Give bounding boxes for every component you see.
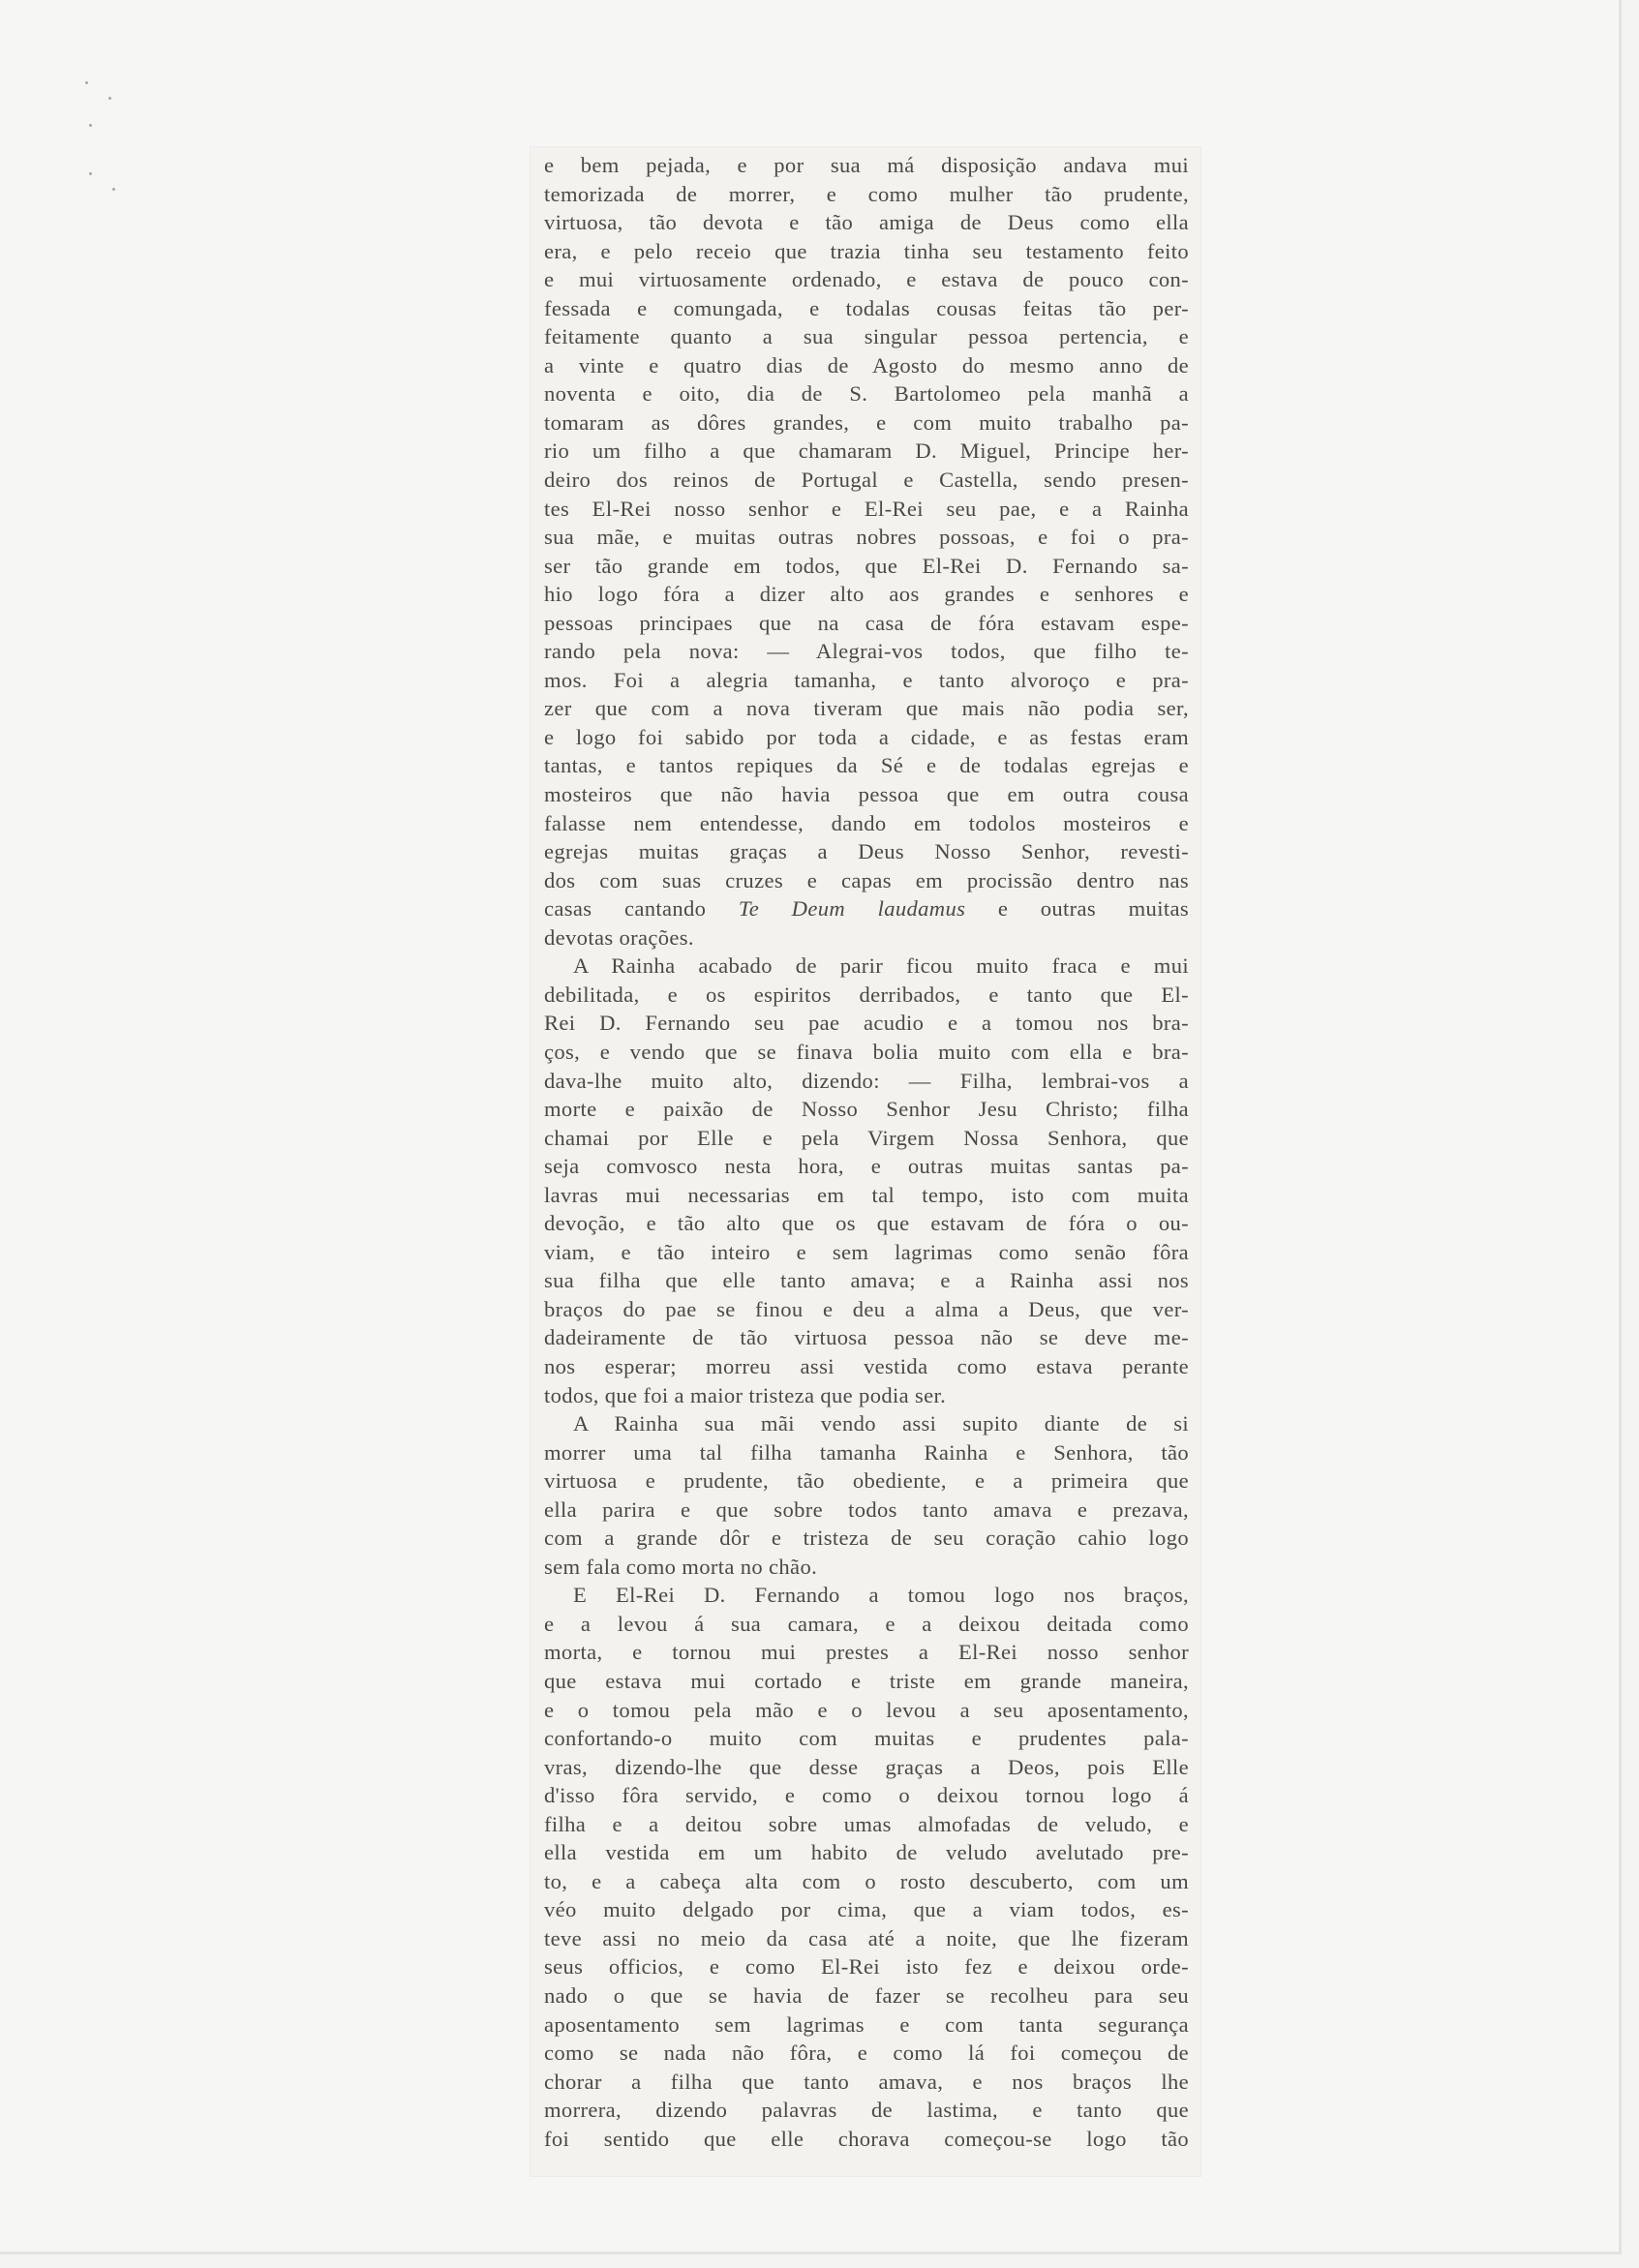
text-line: noventa e oito, dia de S. Bartolomeo pela manhã a: [544, 381, 1189, 407]
text-line: viam, e tão inteiro e sem lagrimas como senão fôra: [544, 1239, 1189, 1264]
text-line: nado o que se havia de fazer se recolheu para seu: [544, 1983, 1189, 2008]
text-line: véo muito delgado por cima, que a viam todos, es-: [544, 1897, 1189, 1922]
text-line: chorar a filha que tanto amava, e nos braços lhe: [544, 2069, 1189, 2094]
scan-speck: [89, 172, 92, 175]
text-line: aposentamento sem lagrimas e com tanta segurança: [544, 2011, 1189, 2037]
text-line: filha e a deitou sobre umas almofadas de veludo, e: [544, 1811, 1189, 1836]
text-line: ser tão grande em todos, que El-Rei D. Fernando sa-: [544, 553, 1189, 578]
text-line: casas cantando Te Deum laudamus e outras muitas: [544, 896, 1189, 922]
text-line: rando pela nova: — Alegrai-vos todos, que filho te-: [544, 639, 1189, 664]
text-line: confortando-o muito com muitas e prudentes pala-: [544, 1726, 1189, 1751]
text-line: morrera, dizendo palavras de lastima, e tanto que: [544, 2098, 1189, 2123]
text-line: rio um filho a que chamaram D. Miguel, Principe her-: [544, 438, 1189, 464]
text-line: deiro dos reinos de Portugal e Castella, sendo presen-: [544, 468, 1189, 493]
text-line: braços do pae se finou e deu a alma a Deus, que ver-: [544, 1296, 1189, 1321]
text-line: era, e pelo receio que trazia tinha seu testamento feito: [544, 238, 1189, 263]
text-line: tantas, e tantos repiques da Sé e de todalas egrejas e: [544, 753, 1189, 778]
text-line: como se nada não fôra, e como lá foi começou de: [544, 2041, 1189, 2066]
text-line: nos esperar; morreu assi vestida como estava perante: [544, 1353, 1189, 1378]
text-line: morta, e tornou mui prestes a El-Rei nosso senhor: [544, 1640, 1189, 1665]
text-line: E El-Rei D. Fernando a tomou logo nos braços,: [573, 1583, 1189, 1608]
text-line: hio logo fóra a dizer alto aos grandes e senhores e: [544, 582, 1189, 607]
text-line: e a levou á sua camara, e a deixou deitada como: [544, 1611, 1189, 1636]
text-line: sem fala como morta no chão.: [544, 1554, 818, 1579]
text-line: teve assi no meio da casa até a noite, que lhe fizeram: [544, 1925, 1189, 1950]
scan-speck: [112, 188, 115, 191]
text-line: sua mãe, e muitas outras nobres possoas, e foi o pra-: [544, 525, 1189, 550]
newspaper-clipping: [531, 147, 1200, 2176]
scan-speck: [89, 124, 92, 127]
text-line: d'isso fôra servido, e como o deixou tornou logo á: [544, 1783, 1189, 1808]
text-line: com a grande dôr e tristeza de seu coração cahio logo: [544, 1526, 1189, 1551]
text-line: ços, e vendo que se finava bolia muito com ella e bra-: [544, 1039, 1189, 1064]
text-line: ella vestida em um habito de veludo avelutado pre-: [544, 1840, 1189, 1865]
text-line: devoção, e tão alto que os que estavam de fóra o ou-: [544, 1211, 1189, 1236]
text-line: ella parira e que sobre todos tanto amava e prezava,: [544, 1497, 1189, 1522]
latin-phrase: Te Deum laudamus: [738, 896, 966, 922]
text-line: chamai por Elle e pela Virgem Nossa Senhora, que: [544, 1125, 1189, 1150]
text-line: falasse nem entendesse, dando em todolos mosteiros e: [544, 810, 1189, 835]
text-line: Rei D. Fernando seu pae acudio e a tomou nos bra-: [544, 1011, 1189, 1036]
text-line: dadeiramente de tão virtuosa pessoa não se deve me-: [544, 1325, 1189, 1350]
text-line: e mui virtuosamente ordenado, e estava de pouco con-: [544, 267, 1189, 292]
text-line: tomaram as dôres grandes, e com muito trabalho pa-: [544, 409, 1189, 435]
text-line: dos com suas cruzes e capas em procissão dentro nas: [544, 867, 1189, 892]
text-line: seus officios, e como El-Rei isto fez e deixou orde-: [544, 1954, 1189, 1980]
text-line: mosteiros que não havia pessoa que em outra cousa: [544, 782, 1189, 807]
text-line: virtuosa e prudente, tão obediente, e a primeira que: [544, 1468, 1189, 1494]
text-line: foi sentido que elle chorava começou-se logo tão: [544, 2126, 1189, 2151]
text-line: todos, que foi a maior tristeza que podia ser.: [544, 1382, 947, 1407]
text-line: dava-lhe muito alto, dizendo: — Filha, lembrai-vos a: [544, 1068, 1189, 1093]
text-line: sua filha que elle tanto amava; e a Rainha assi nos: [544, 1268, 1189, 1293]
text-line: e o tomou pela mão e o levou a seu aposentamento,: [544, 1697, 1189, 1722]
text-line: to, e a cabeça alta com o rosto descuberto, com um: [544, 1868, 1189, 1893]
text-line: zer que com a nova tiveram que mais não podia ser,: [544, 696, 1189, 721]
text-line: feitamente quanto a sua singular pessoa pertencia, e: [544, 324, 1189, 349]
text-line: tes El-Rei nosso senhor e El-Rei seu pae, e a Rainha: [544, 496, 1189, 521]
text-line: lavras mui necessarias em tal tempo, isto com muita: [544, 1182, 1189, 1207]
text-line: A Rainha acabado de parir ficou muito fraca e mui: [573, 953, 1189, 979]
text-line: morrer uma tal filha tamanha Rainha e Senhora, tão: [544, 1439, 1189, 1465]
text-line: e bem pejada, e por sua má disposição andava mui: [544, 153, 1189, 177]
text-line: mos. Foi a alegria tamanha, e tanto alvoroço e pra-: [544, 667, 1189, 692]
text-line: temorizada de morrer, e como mulher tão prudente,: [544, 181, 1189, 206]
text-line: e logo foi sabido por toda a cidade, e as festas eram: [544, 724, 1189, 749]
text-line: egrejas muitas graças a Deus Nosso Senhor, revesti-: [544, 839, 1189, 864]
text-line: A Rainha sua mãi vendo assi supito diante de si: [573, 1411, 1189, 1436]
text-line: debilitada, e os espiritos derribados, e tanto que El-: [544, 982, 1189, 1007]
scan-speck: [108, 97, 111, 100]
scan-speck: [85, 81, 88, 84]
text-line: morte e paixão de Nosso Senhor Jesu Christo; filha: [544, 1097, 1189, 1122]
text-line: devotas orações.: [544, 924, 694, 950]
text-line: seja comvosco nesta hora, e outras muitas santas pa-: [544, 1154, 1189, 1179]
text-line: virtuosa, tão devota e tão amiga de Deus como ella: [544, 210, 1189, 235]
text-line: a vinte e quatro dias de Agosto do mesmo anno de: [544, 352, 1189, 378]
text-line: que estava mui cortado e triste em grande maneira,: [544, 1668, 1189, 1693]
text-line: pessoas principaes que na casa de fóra estavam espe-: [544, 610, 1189, 635]
text-column: [544, 151, 1189, 2153]
text-line: vras, dizendo-lhe que desse graças a Deos, pois Elle: [544, 1754, 1189, 1779]
text-line: fessada e comungada, e todalas cousas feitas tão per-: [544, 295, 1189, 320]
